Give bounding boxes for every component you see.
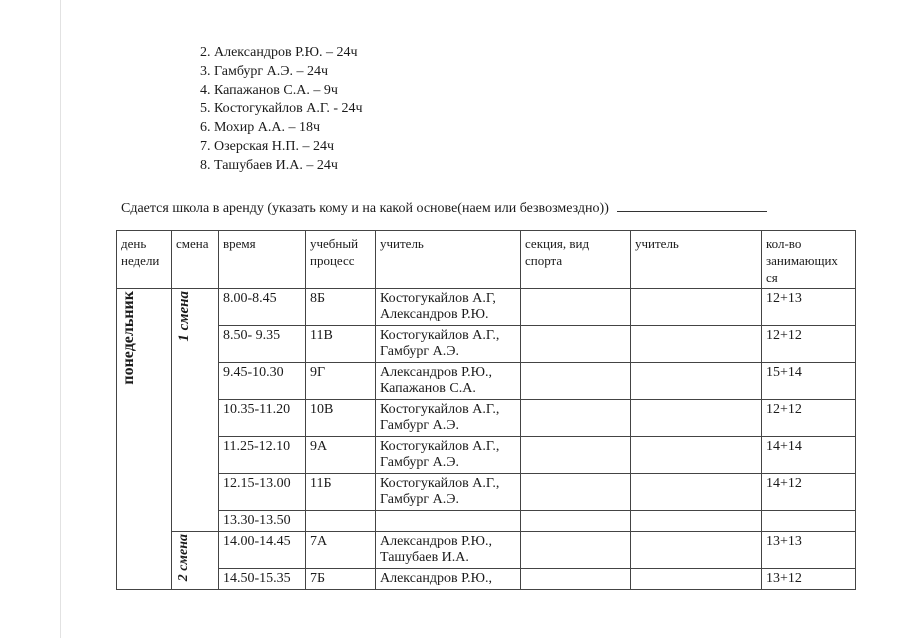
table-row [117,474,856,511]
class-cell: 9Г [306,363,376,400]
count-cell: 13+12 [762,569,856,590]
header-teacher-2: учитель [631,231,762,289]
time-cell: 14.00-14.45 [219,532,306,569]
count-cell: 12+13 [762,289,856,326]
teacher-list-item: 3. Гамбург А.Э. – 24ч [200,63,329,79]
class-cell: 11В [306,326,376,363]
header-class: учебный процесс [306,231,376,289]
teacher-2-cell [631,363,762,400]
teacher-cell [376,511,521,532]
teacher-cell: Александров Р.Ю., [376,569,521,590]
day-label: понедельник [120,291,137,385]
teacher-line: Ташубаев И.А. [380,550,469,565]
section-cell [521,511,631,532]
rent-statement-text: Сдается школа в аренду (указать кому и на какой основе(наем или безвозмездно)) [121,201,609,216]
teacher-line: Александров Р.Ю., [380,534,493,549]
count-cell: 13+13 [762,532,856,569]
class-cell: 10В [306,400,376,437]
teacher-line: Гамбург А.Э. [380,344,460,359]
teacher-2-cell [631,326,762,363]
teacher-list-item: 7. Озерская Н.П. – 24ч [200,138,335,154]
count-cell: 14+14 [762,437,856,474]
teacher-2-cell [631,437,762,474]
teacher-list-item: 4. Капажанов С.А. – 9ч [200,82,338,98]
table-row [117,437,856,474]
teacher-line: Костогукайлов А.Г, [380,291,496,306]
teacher-list [200,44,363,176]
teacher-line: Костогукайлов А.Г., [380,439,500,454]
class-cell [306,511,376,532]
shift-2-label: 2 смена [176,534,191,582]
table-row [117,363,856,400]
time-cell: 8.50- 9.35 [219,326,306,363]
time-cell: 13.30-13.50 [219,511,306,532]
class-cell: 9А [306,437,376,474]
header-day: день недели [117,231,172,289]
rent-answer-blank[interactable] [617,199,767,212]
time-cell: 9.45-10.30 [219,363,306,400]
section-cell [521,569,631,590]
teacher-line: Костогукайлов А.Г., [380,402,500,417]
time-cell: 11.25-12.10 [219,437,306,474]
teacher-2-cell [631,474,762,511]
teacher-cell [376,474,521,511]
teacher-2-cell [631,532,762,569]
time-cell: 12.15-13.00 [219,474,306,511]
class-cell: 11Б [306,474,376,511]
section-cell [521,400,631,437]
section-cell [521,289,631,326]
time-cell: 8.00-8.45 [219,289,306,326]
teacher-2-cell [631,289,762,326]
time-cell: 14.50-15.35 [219,569,306,590]
teacher-cell [376,326,521,363]
table-row [117,289,856,326]
teacher-cell [376,289,521,326]
section-cell [521,532,631,569]
class-cell: 7Б [306,569,376,590]
teacher-line: Костогукайлов А.Г., [380,476,500,491]
page-edge-line [60,0,61,638]
section-cell [521,474,631,511]
table-row [117,326,856,363]
teacher-cell [376,400,521,437]
teacher-line: Гамбург А.Э. [380,492,460,507]
day-cell [117,289,172,590]
header-count: кол-во занимающих ся [762,231,856,289]
teacher-2-cell [631,400,762,437]
header-teacher: учитель [376,231,521,289]
header-time: время [219,231,306,289]
teacher-cell [376,532,521,569]
teacher-cell [376,437,521,474]
table-row [117,569,856,590]
schedule-table [116,230,856,590]
section-cell [521,437,631,474]
table-row [117,511,856,532]
time-cell: 10.35-11.20 [219,400,306,437]
header-shift: смена [172,231,219,289]
count-cell: 12+12 [762,326,856,363]
class-cell: 7А [306,532,376,569]
teacher-line: Гамбург А.Э. [380,455,460,470]
count-cell: 15+14 [762,363,856,400]
shift-1-cell [172,289,219,532]
teacher-2-cell [631,569,762,590]
count-cell: 12+12 [762,400,856,437]
rent-statement [121,199,767,217]
teacher-line: Александров Р.Ю. [380,307,489,322]
teacher-list-item: 2. Александров Р.Ю. – 24ч [200,45,358,60]
teacher-line: Костогукайлов А.Г., [380,328,500,343]
section-cell [521,363,631,400]
table-header-row [117,231,856,289]
section-cell [521,326,631,363]
teacher-list-item: 8. Ташубаев И.А. – 24ч [200,157,338,173]
teacher-line: Гамбург А.Э. [380,418,460,433]
class-cell: 8Б [306,289,376,326]
table-row [117,400,856,437]
shift-2-cell [172,532,219,590]
teacher-list-item: 6. Мохир А.А. – 18ч [200,120,321,136]
table-row [117,532,856,569]
teacher-cell [376,363,521,400]
teacher-2-cell [631,511,762,532]
shift-1-label: 1 смена [176,291,192,342]
header-section: секция, вид спорта [521,231,631,289]
teacher-list-item: 5. Костогукайлов А.Г. - 24ч [200,101,363,117]
teacher-line: Александров Р.Ю., [380,365,493,380]
teacher-line: Капажанов С.А. [380,381,476,396]
count-cell: 14+12 [762,474,856,511]
count-cell [762,511,856,532]
